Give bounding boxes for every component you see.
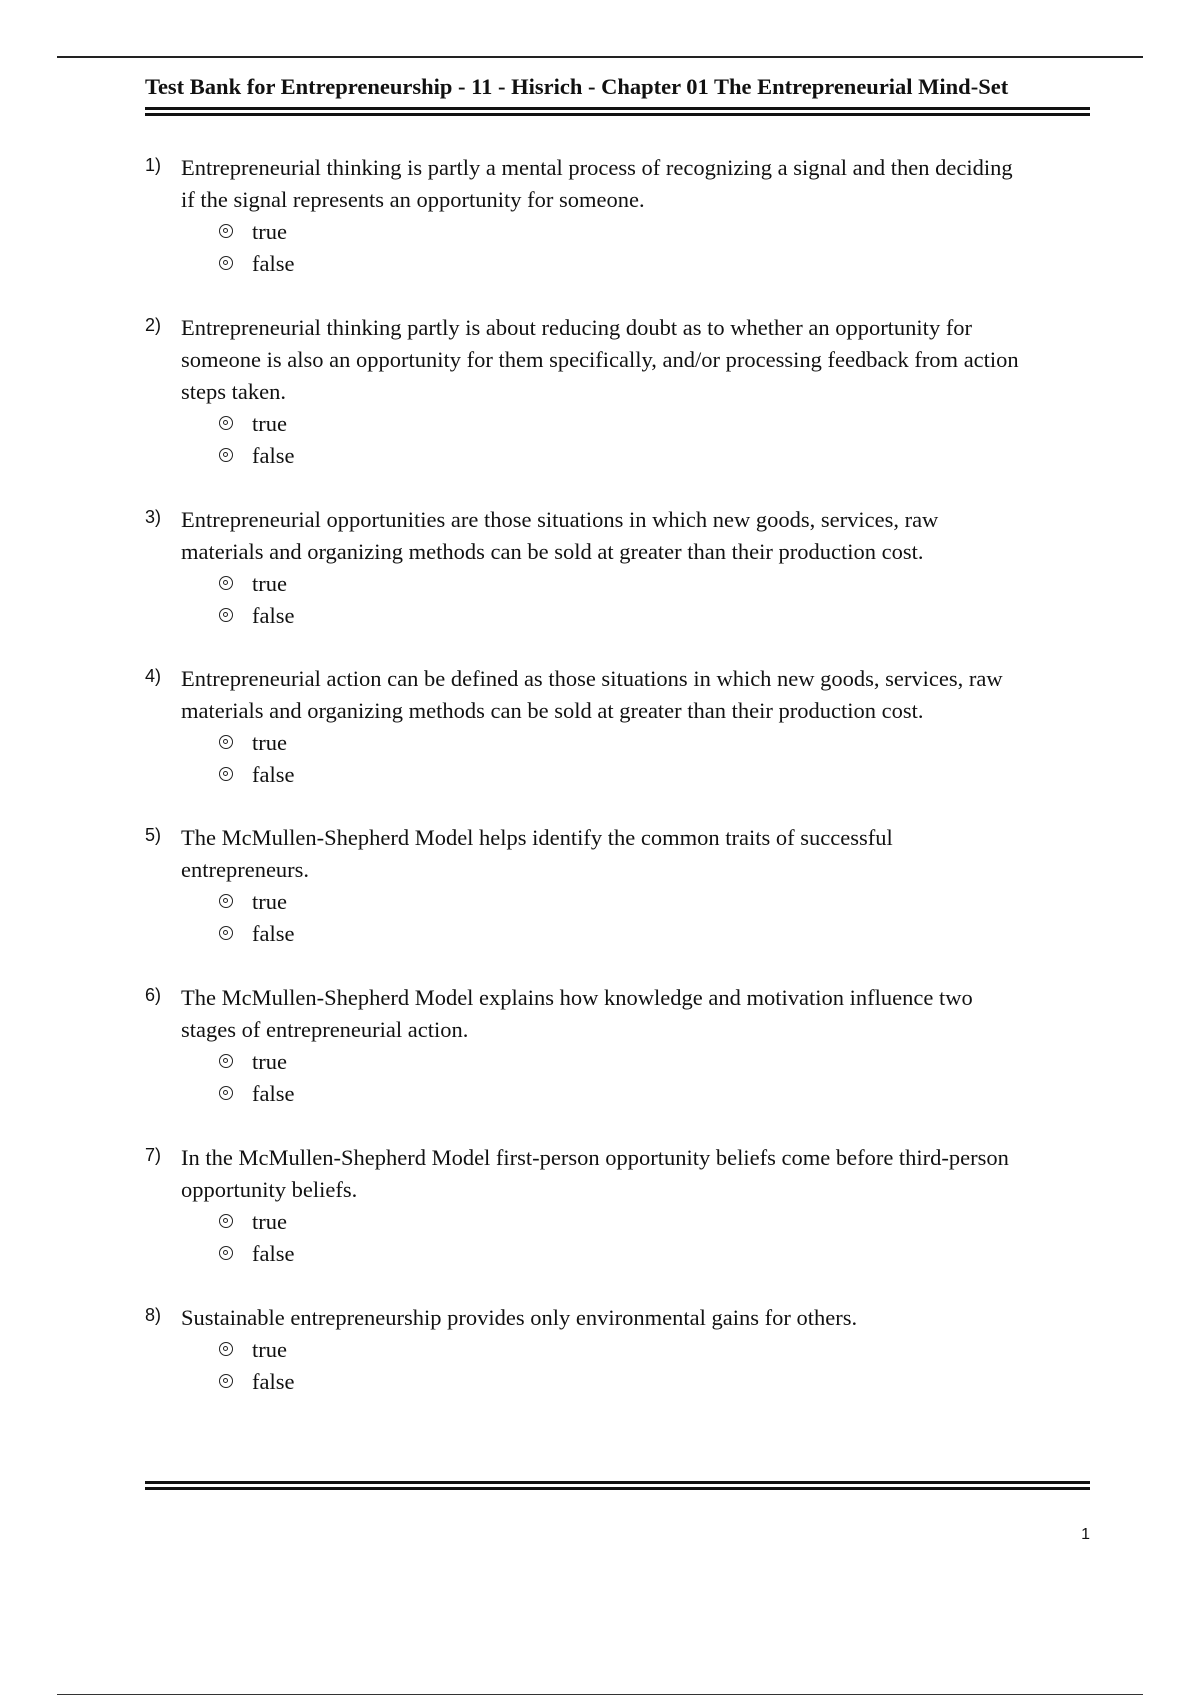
radio-circle-icon[interactable] [219,767,233,781]
answer-option-label: false [252,921,295,946]
radio-circle-icon[interactable] [219,224,233,238]
question-text-line: The McMullen-Shepherd Model explains how knowledge and motivation influence two [181,985,973,1010]
answer-option-label: false [252,1369,295,1394]
radio-circle-icon[interactable] [219,1342,233,1356]
question-text-line: entrepreneurs. [181,857,310,882]
question-number: 5) [145,825,162,845]
question-text-line: someone is also an opportunity for them specifically, and/or processing feedback from action [181,347,1019,372]
question-text-line: materials and organizing methods can be sold at greater than their production cost. [181,698,924,723]
answer-option-label: true [252,571,287,596]
question-text-line: opportunity beliefs. [181,1177,358,1202]
question-number: 1) [145,155,162,175]
question-text-line: Sustainable entrepreneurship provides only environmental gains for others. [181,1305,858,1330]
question-number: 4) [145,666,162,686]
question-text-line: Entrepreneurial action can be defined as those situations in which new goods, services, raw [181,666,1003,691]
header-double-rule [145,107,1090,116]
answer-option-label: false [252,603,295,628]
question-text-line: steps taken. [181,379,286,404]
answer-option-label: true [252,730,287,755]
question-number: 2) [145,315,162,335]
question-text-line: In the McMullen-Shepherd Model first-person opportunity beliefs come before third-person [181,1145,1009,1170]
answer-option-label: false [252,762,295,787]
answer-option-label: false [252,251,295,276]
radio-circle-icon[interactable] [219,1214,233,1228]
question-text-line: stages of entrepreneurial action. [181,1017,469,1042]
radio-circle-icon[interactable] [219,608,233,622]
question-number: 6) [145,985,162,1005]
radio-circle-icon[interactable] [219,1086,233,1100]
radio-circle-icon[interactable] [219,926,233,940]
radio-circle-icon[interactable] [219,894,233,908]
question-text-line: Entrepreneurial opportunities are those situations in which new goods, services, raw [181,507,939,532]
radio-circle-icon[interactable] [219,1054,233,1068]
radio-circle-icon[interactable] [219,1374,233,1388]
bottom-edge-rule [57,1694,1143,1695]
question-text-line: Entrepreneurial thinking is partly a mental process of recognizing a signal and then deciding [181,155,1013,180]
answer-option-label: true [252,1209,287,1234]
answer-option-label: false [252,443,295,468]
question-text-line: The McMullen-Shepherd Model helps identify the common traits of successful [181,825,893,850]
answer-option-label: true [252,219,287,244]
answer-option-label: false [252,1081,295,1106]
page-number: 1 [1081,1526,1090,1543]
radio-circle-icon[interactable] [219,576,233,590]
page-header-title: Test Bank for Entrepreneurship - 11 - Hisrich - Chapter 01 The Entrepreneurial Mind-Set [145,74,1009,99]
radio-circle-icon[interactable] [219,1246,233,1260]
footer-double-rule [145,1481,1090,1490]
answer-option-label: true [252,1049,287,1074]
answer-option-label: true [252,889,287,914]
question-text-line: Entrepreneurial thinking partly is about reducing doubt as to whether an opportunity for [181,315,973,340]
radio-circle-icon[interactable] [219,735,233,749]
question-number: 3) [145,507,162,527]
top-rule [57,56,1143,58]
question-text-line: materials and organizing methods can be sold at greater than their production cost. [181,539,924,564]
answer-option-label: true [252,411,287,436]
question-number: 7) [145,1145,162,1165]
question-number: 8) [145,1305,162,1325]
answer-option-label: true [252,1337,287,1362]
answer-option-label: false [252,1241,295,1266]
question-text-line: if the signal represents an opportunity for someone. [181,187,645,212]
radio-circle-icon[interactable] [219,416,233,430]
radio-circle-icon[interactable] [219,256,233,270]
radio-circle-icon[interactable] [219,448,233,462]
